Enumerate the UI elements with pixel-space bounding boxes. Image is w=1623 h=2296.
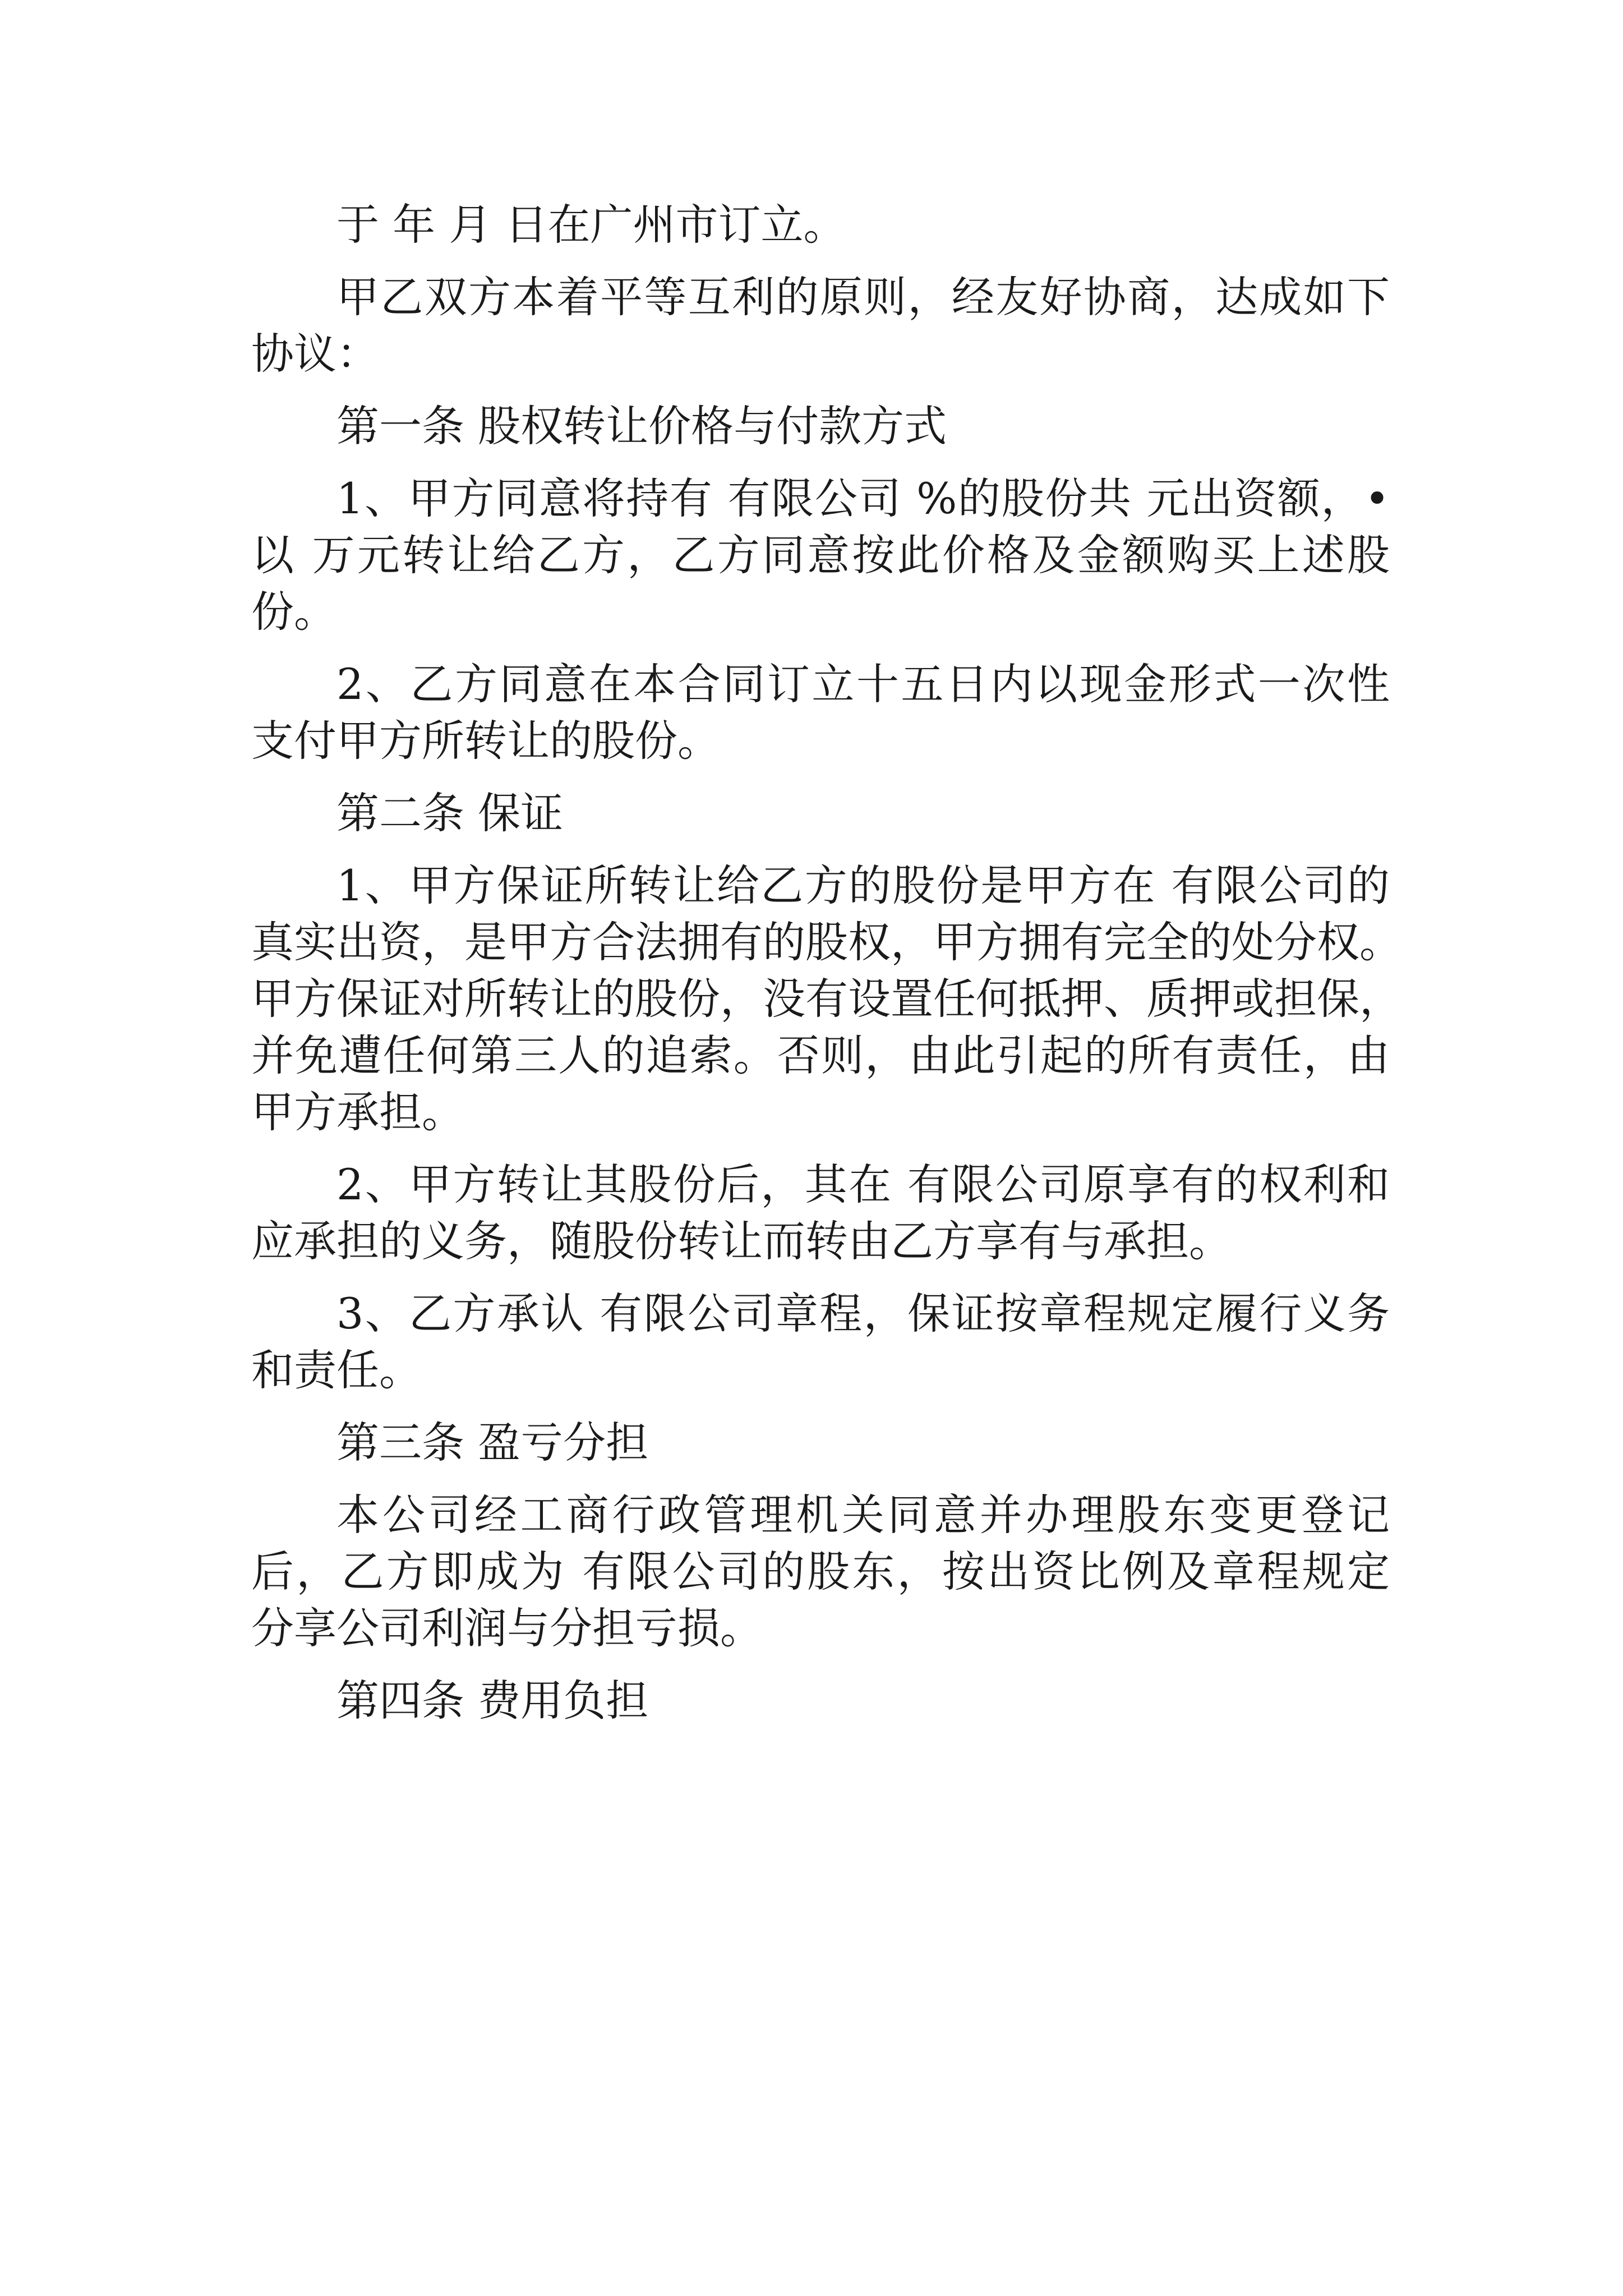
text-line: 甲方保证对所转让的股份，没有设置任何抵押、质押或担保， <box>251 974 1402 1024</box>
text-line: 协议： <box>251 329 379 379</box>
section-heading: 第一条 股权转让价格与付款方式 <box>336 401 947 451</box>
section-heading: 第三条 盈亏分担 <box>336 1418 649 1467</box>
text-line: 于 年 月 日在广州市订立。 <box>336 200 846 250</box>
text-line: 后，乙方即成为 有限公司的股东，按出资比例及章程规定 <box>251 1547 1390 1596</box>
text-line: 2、乙方同意在本合同订立十五日内以现金形式一次性 <box>336 659 1390 709</box>
text-line: 和责任。 <box>251 1345 422 1395</box>
text-line: 甲方承担。 <box>251 1087 464 1137</box>
text-line: 1、甲方同意将持有 有限公司 %的股份共 元出资额，• <box>336 473 1390 523</box>
text-line: 分享公司利润与分担亏损。 <box>251 1603 763 1653</box>
text-line: 3、乙方承认 有限公司章程，保证按章程规定履行义务 <box>336 1289 1390 1338</box>
text-line: 并免遭任何第三人的追索。否则，由此引起的所有责任，由 <box>251 1030 1390 1080</box>
text-line: 份。 <box>251 587 336 637</box>
document-body <box>251 196 1402 1729</box>
text-line: 真实出资，是甲方合法拥有的股权，甲方拥有完全的处分权。 <box>251 917 1402 967</box>
text-line: 支付甲方所转让的股份。 <box>251 716 720 766</box>
section-heading: 第二条 保证 <box>336 788 564 838</box>
text-line: 甲乙双方本着平等互利的原则，经友好协商，达成如下 <box>336 272 1390 322</box>
section-heading: 第四条 费用负担 <box>336 1676 649 1726</box>
text-line: 2、甲方转让其股份后，其在 有限公司原享有的权利和 <box>336 1159 1390 1209</box>
text-line: 1、甲方保证所转让给乙方的股份是甲方在 有限公司的 <box>336 861 1390 910</box>
text-line: 以 万元转让给乙方，乙方同意按此价格及金额购买上述股 <box>251 530 1390 580</box>
text-line: 本公司经工商行政管理机关同意并办理股东变更登记 <box>336 1490 1390 1540</box>
text-line: 应承担的义务，随股份转让而转由乙方享有与承担。 <box>251 1216 1232 1266</box>
